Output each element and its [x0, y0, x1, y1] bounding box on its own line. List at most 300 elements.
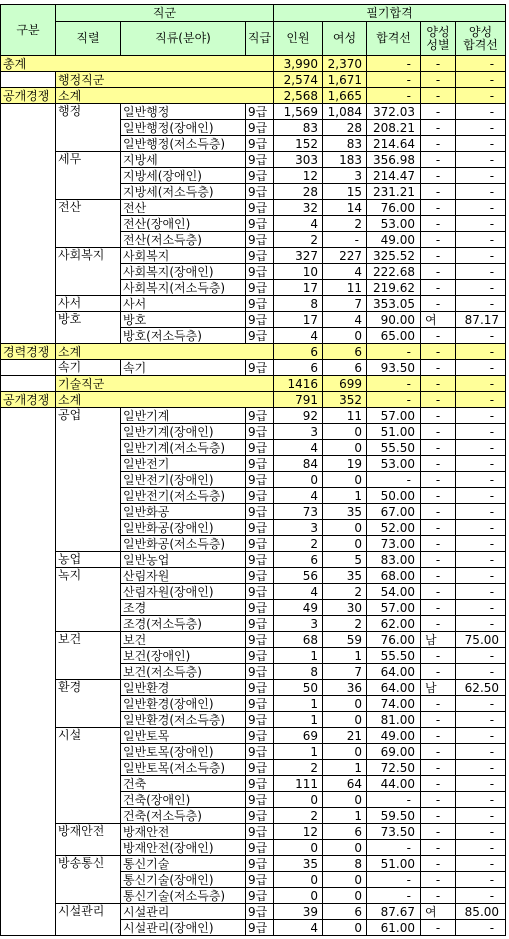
gender-cutoff-cell: - — [456, 600, 506, 616]
table-row — [1, 632, 506, 648]
field-cell: 일반화공(장애인) — [121, 520, 246, 536]
cutoff-cell: 51.00 — [367, 424, 421, 440]
cutoff-cell: 214.64 — [367, 136, 421, 152]
women-cell: 1,665 — [323, 88, 367, 104]
women-cell: 6 — [323, 904, 367, 920]
count-cell: 83 — [274, 120, 323, 136]
cutoff-cell: 44.00 — [367, 776, 421, 792]
count-cell: 84 — [274, 456, 323, 472]
cutoff-cell: 74.00 — [367, 696, 421, 712]
series-cell: 시설 — [56, 728, 121, 824]
women-cell: 352 — [323, 392, 367, 408]
gender-cell: - — [421, 152, 456, 168]
cutoff-cell: 49.00 — [367, 728, 421, 744]
gender-cutoff-cell: - — [456, 760, 506, 776]
gender-cutoff-cell: - — [456, 520, 506, 536]
grade-cell: 9급 — [246, 824, 274, 840]
count-cell: 4 — [274, 488, 323, 504]
series-cell: 행정 — [56, 104, 121, 152]
field-cell: 사회복지(장애인) — [121, 264, 246, 280]
gender-cell: - — [421, 88, 456, 104]
field-cell: 일반환경(저소득층) — [121, 712, 246, 728]
grade-cell: 9급 — [246, 696, 274, 712]
field-cell: 건축(장애인) — [121, 792, 246, 808]
field-cell: 일반화공(저소득층) — [121, 536, 246, 552]
total-label: 총계 — [1, 56, 274, 72]
gender-cutoff-cell: - — [456, 328, 506, 344]
women-cell: 0 — [323, 744, 367, 760]
series-cell: 방재안전 — [56, 824, 121, 856]
table-row — [1, 104, 506, 120]
grade-cell: 9급 — [246, 744, 274, 760]
field-cell: 일반행정 — [121, 104, 246, 120]
header-field: 직류(분야) — [121, 22, 246, 56]
grade-cell: 9급 — [246, 424, 274, 440]
grade-cell: 9급 — [246, 616, 274, 632]
grade-cell: 9급 — [246, 200, 274, 216]
gender-cell: - — [421, 376, 456, 392]
women-cell: 6 — [323, 824, 367, 840]
cutoff-cell: - — [367, 72, 421, 88]
grade-cell: 9급 — [246, 760, 274, 776]
field-cell: 통신기술 — [121, 856, 246, 872]
gender-cutoff-cell: 87.17 — [456, 312, 506, 328]
gender-cell: 여 — [421, 312, 456, 328]
count-cell: 4 — [274, 216, 323, 232]
header-gender-line2: 성별 — [426, 37, 450, 52]
field-cell: 통신기술(저소득층) — [121, 888, 246, 904]
count-cell: 6 — [274, 552, 323, 568]
cutoff-cell: 64.00 — [367, 664, 421, 680]
grade-cell: 9급 — [246, 488, 274, 504]
women-cell: 2 — [323, 584, 367, 600]
field-cell: 방재안전(장애인) — [121, 840, 246, 856]
series-cell: 녹지 — [56, 568, 121, 632]
gender-cell: - — [421, 216, 456, 232]
gender-cutoff-cell: - — [456, 280, 506, 296]
gender-cutoff-cell: - — [456, 792, 506, 808]
gender-cutoff-cell: 85.00 — [456, 904, 506, 920]
table-row — [1, 296, 506, 312]
women-cell: 19 — [323, 456, 367, 472]
header-written-pass: 필기합격 — [274, 5, 506, 22]
grade-cell: 9급 — [246, 904, 274, 920]
women-cell: 30 — [323, 600, 367, 616]
grade-cell: 9급 — [246, 856, 274, 872]
field-cell: 일반전기(장애인) — [121, 472, 246, 488]
gender-cutoff-cell: - — [456, 824, 506, 840]
gender-cutoff-cell: - — [456, 88, 506, 104]
gender-cell: - — [421, 600, 456, 616]
count-cell: 2 — [274, 536, 323, 552]
series-cell: 세무 — [56, 152, 121, 200]
field-cell: 산림자원(장애인) — [121, 584, 246, 600]
gubun-cell — [1, 408, 56, 936]
women-cell: 5 — [323, 552, 367, 568]
job-group-row — [1, 376, 506, 392]
grade-cell: 9급 — [246, 888, 274, 904]
table-row — [1, 552, 506, 568]
field-cell: 건축(저소득층) — [121, 808, 246, 824]
table-row — [1, 568, 506, 584]
gender-cutoff-cell: - — [456, 840, 506, 856]
gender-cell: - — [421, 696, 456, 712]
gender-cutoff-cell: - — [456, 376, 506, 392]
women-cell: 21 — [323, 728, 367, 744]
count-cell: 4 — [274, 440, 323, 456]
subtotal-label: 소계 — [56, 392, 274, 408]
count-cell: 0 — [274, 888, 323, 904]
series-cell: 시설관리 — [56, 904, 121, 936]
grade-cell: 9급 — [246, 712, 274, 728]
grade-cell: 9급 — [246, 184, 274, 200]
field-cell: 사서 — [121, 296, 246, 312]
count-cell: 0 — [274, 792, 323, 808]
gender-cell: - — [421, 232, 456, 248]
count-cell: 152 — [274, 136, 323, 152]
grade-cell: 9급 — [246, 632, 274, 648]
count-cell: 56 — [274, 568, 323, 584]
count-cell: 17 — [274, 312, 323, 328]
field-cell: 보건(장애인) — [121, 648, 246, 664]
count-cell: 69 — [274, 728, 323, 744]
count-cell: 3 — [274, 520, 323, 536]
job-group-row — [1, 72, 506, 88]
gender-cutoff-cell: - — [456, 456, 506, 472]
cutoff-cell: - — [367, 840, 421, 856]
cutoff-cell: 93.50 — [367, 360, 421, 376]
cutoff-cell: 231.21 — [367, 184, 421, 200]
count-cell: 2 — [274, 760, 323, 776]
header-grade: 직급 — [246, 22, 274, 56]
gender-cell: - — [421, 808, 456, 824]
count-cell: 32 — [274, 200, 323, 216]
grade-cell: 9급 — [246, 104, 274, 120]
gender-cell: - — [421, 200, 456, 216]
women-cell: 4 — [323, 312, 367, 328]
field-cell: 일반전기(저소득층) — [121, 488, 246, 504]
cutoff-cell: - — [367, 888, 421, 904]
header-women: 여성 — [323, 22, 367, 56]
cutoff-cell: 62.00 — [367, 616, 421, 632]
cutoff-cell: 53.00 — [367, 456, 421, 472]
cutoff-cell: 72.50 — [367, 760, 421, 776]
cutoff-cell: 222.68 — [367, 264, 421, 280]
field-cell: 지방세(장애인) — [121, 168, 246, 184]
gender-cutoff-cell: - — [456, 424, 506, 440]
women-cell: 227 — [323, 248, 367, 264]
field-cell: 일반농업 — [121, 552, 246, 568]
count-cell: 6 — [274, 344, 323, 360]
grade-cell: 9급 — [246, 552, 274, 568]
gender-cell: - — [421, 360, 456, 376]
grade-cell: 9급 — [246, 776, 274, 792]
gender-cutoff-cell: - — [456, 392, 506, 408]
cutoff-cell: 49.00 — [367, 232, 421, 248]
gender-cell: - — [421, 408, 456, 424]
women-cell: - — [323, 232, 367, 248]
cutoff-cell: 87.67 — [367, 904, 421, 920]
series-cell: 환경 — [56, 680, 121, 728]
count-cell: 39 — [274, 904, 323, 920]
gender-cutoff-cell: - — [456, 888, 506, 904]
gender-cutoff-cell: - — [456, 200, 506, 216]
gender-cutoff-cell: - — [456, 264, 506, 280]
count-cell: 111 — [274, 776, 323, 792]
count-cell: 3 — [274, 424, 323, 440]
cutoff-cell: - — [367, 376, 421, 392]
gender-cell: - — [421, 328, 456, 344]
women-cell: 59 — [323, 632, 367, 648]
field-cell: 전산 — [121, 200, 246, 216]
header-gender-cutoff-line1: 양성 — [468, 24, 493, 39]
field-cell: 일반기계(저소득층) — [121, 440, 246, 456]
women-cell: 7 — [323, 296, 367, 312]
count-cell: 0 — [274, 840, 323, 856]
cutoff-cell: 64.00 — [367, 680, 421, 696]
cutoff-cell: 76.00 — [367, 200, 421, 216]
count-cell: 68 — [274, 632, 323, 648]
gender-cell: - — [421, 568, 456, 584]
women-cell: 1,671 — [323, 72, 367, 88]
field-cell: 일반기계 — [121, 408, 246, 424]
women-cell: 14 — [323, 200, 367, 216]
table-row — [1, 680, 506, 696]
field-cell: 시설관리 — [121, 904, 246, 920]
job-group-label: 행정직군 — [56, 72, 274, 88]
cutoff-cell: - — [367, 344, 421, 360]
women-cell: 3 — [323, 168, 367, 184]
gender-cell: - — [421, 72, 456, 88]
field-cell: 방재안전 — [121, 824, 246, 840]
cutoff-cell: 57.00 — [367, 600, 421, 616]
header-row-columns — [1, 22, 506, 56]
count-cell: 2,574 — [274, 72, 323, 88]
gender-cutoff-cell: - — [456, 168, 506, 184]
count-cell: 2 — [274, 232, 323, 248]
gender-cell: - — [421, 776, 456, 792]
gender-cell: - — [421, 472, 456, 488]
count-cell: 2,568 — [274, 88, 323, 104]
table-row — [1, 312, 506, 328]
gender-cutoff-cell: - — [456, 776, 506, 792]
cutoff-cell: 67.00 — [367, 504, 421, 520]
field-cell: 지방세 — [121, 152, 246, 168]
cutoff-cell: 65.00 — [367, 328, 421, 344]
women-cell: 1 — [323, 488, 367, 504]
grade-cell: 9급 — [246, 216, 274, 232]
women-cell: 0 — [323, 792, 367, 808]
gender-cutoff-cell: - — [456, 344, 506, 360]
gubun-cell: 공개경쟁 — [1, 88, 56, 104]
gubun-cell: 경력경쟁 — [1, 344, 56, 360]
header-series: 직렬 — [56, 22, 121, 56]
gender-cutoff-cell: - — [456, 504, 506, 520]
gender-cell: - — [421, 440, 456, 456]
grade-cell: 9급 — [246, 568, 274, 584]
gender-cell: 남 — [421, 680, 456, 696]
subtotal-row — [1, 344, 506, 360]
gender-cell: - — [421, 520, 456, 536]
cutoff-cell: 73.00 — [367, 536, 421, 552]
field-cell: 일반토목(장애인) — [121, 744, 246, 760]
gender-cutoff-cell: 62.50 — [456, 680, 506, 696]
count-cell: 4 — [274, 584, 323, 600]
gender-cell: - — [421, 664, 456, 680]
grade-cell: 9급 — [246, 136, 274, 152]
gender-cutoff-cell: - — [456, 472, 506, 488]
gubun-cell — [1, 360, 56, 376]
women-cell: 36 — [323, 680, 367, 696]
field-cell: 건축 — [121, 776, 246, 792]
count-cell: 35 — [274, 856, 323, 872]
grade-cell: 9급 — [246, 280, 274, 296]
women-cell: 28 — [323, 120, 367, 136]
gender-cutoff-cell: - — [456, 712, 506, 728]
series-cell: 사서 — [56, 296, 121, 312]
count-cell: 327 — [274, 248, 323, 264]
count-cell: 4 — [274, 328, 323, 344]
grade-cell: 9급 — [246, 168, 274, 184]
cutoff-cell: 69.00 — [367, 744, 421, 760]
series-cell: 방송통신 — [56, 856, 121, 904]
series-cell: 전산 — [56, 200, 121, 248]
gender-cell: - — [421, 824, 456, 840]
women-cell: 2 — [323, 616, 367, 632]
count-cell: 92 — [274, 408, 323, 424]
gender-cell: - — [421, 584, 456, 600]
gender-cell: - — [421, 248, 456, 264]
subtotal-label: 소계 — [56, 88, 274, 104]
header-gender-cutoff-line2: 합격선 — [463, 37, 498, 52]
gender-cutoff-cell: - — [456, 856, 506, 872]
gender-cell: - — [421, 296, 456, 312]
field-cell: 방호(저소득층) — [121, 328, 246, 344]
count-cell: 791 — [274, 392, 323, 408]
gender-cell: - — [421, 392, 456, 408]
grade-cell: 9급 — [246, 920, 274, 936]
grade-cell: 9급 — [246, 408, 274, 424]
women-cell: 0 — [323, 888, 367, 904]
count-cell: 1,569 — [274, 104, 323, 120]
gender-cell: - — [421, 264, 456, 280]
gender-cutoff-cell: - — [456, 248, 506, 264]
women-cell: 0 — [323, 520, 367, 536]
grade-cell: 9급 — [246, 152, 274, 168]
grade-cell: 9급 — [246, 808, 274, 824]
cutoff-cell: 208.21 — [367, 120, 421, 136]
field-cell: 통신기술(장애인) — [121, 872, 246, 888]
women-cell: 7 — [323, 664, 367, 680]
field-cell: 일반기계(장애인) — [121, 424, 246, 440]
gender-cutoff-cell: - — [456, 872, 506, 888]
table-row — [1, 408, 506, 424]
field-cell: 전산(저소득층) — [121, 232, 246, 248]
count-cell: 1 — [274, 696, 323, 712]
count-cell: 1 — [274, 712, 323, 728]
field-cell: 조경(저소득층) — [121, 616, 246, 632]
women-cell: 0 — [323, 872, 367, 888]
field-cell: 보건 — [121, 632, 246, 648]
women-cell: 1 — [323, 760, 367, 776]
cutoff-cell: 52.00 — [367, 520, 421, 536]
women-cell: 0 — [323, 696, 367, 712]
women-cell: 183 — [323, 152, 367, 168]
count-cell: 3 — [274, 616, 323, 632]
grade-cell: 9급 — [246, 472, 274, 488]
gender-cutoff-cell: - — [456, 56, 506, 72]
count-cell: 6 — [274, 360, 323, 376]
table-header — [1, 5, 506, 56]
gender-cell: - — [421, 168, 456, 184]
cutoff-cell: 53.00 — [367, 216, 421, 232]
grade-cell: 9급 — [246, 120, 274, 136]
count-cell: 1 — [274, 744, 323, 760]
gender-cutoff-cell: - — [456, 232, 506, 248]
header-cutoff: 합격선 — [367, 22, 421, 56]
gender-cutoff-cell: - — [456, 296, 506, 312]
gender-cell: - — [421, 280, 456, 296]
count-cell: 0 — [274, 472, 323, 488]
women-cell: 35 — [323, 568, 367, 584]
field-cell: 일반환경 — [121, 680, 246, 696]
grade-cell: 9급 — [246, 232, 274, 248]
gender-cell: - — [421, 56, 456, 72]
table-row — [1, 200, 506, 216]
cutoff-cell: 68.00 — [367, 568, 421, 584]
subtotal-label: 소계 — [56, 344, 274, 360]
field-cell: 일반행정(저소득층) — [121, 136, 246, 152]
women-cell: 64 — [323, 776, 367, 792]
women-cell: 8 — [323, 856, 367, 872]
grade-cell: 9급 — [246, 872, 274, 888]
field-cell: 조경 — [121, 600, 246, 616]
gender-cutoff-cell: - — [456, 152, 506, 168]
count-cell: 4 — [274, 920, 323, 936]
cutoff-cell: 55.50 — [367, 440, 421, 456]
grade-cell: 9급 — [246, 456, 274, 472]
series-cell: 속기 — [56, 360, 121, 376]
count-cell: 73 — [274, 504, 323, 520]
count-cell: 0 — [274, 872, 323, 888]
grade-cell: 9급 — [246, 248, 274, 264]
gender-cutoff-cell: - — [456, 808, 506, 824]
gender-cutoff-cell: - — [456, 216, 506, 232]
gender-cell: - — [421, 488, 456, 504]
cutoff-cell: - — [367, 88, 421, 104]
grade-cell: 9급 — [246, 360, 274, 376]
series-cell: 공업 — [56, 408, 121, 552]
women-cell: 11 — [323, 280, 367, 296]
count-cell: 1 — [274, 648, 323, 664]
gender-cutoff-cell: - — [456, 104, 506, 120]
gender-cutoff-cell: - — [456, 72, 506, 88]
gender-cell: - — [421, 888, 456, 904]
header-gender-line1: 양성 — [426, 24, 450, 39]
count-cell: 12 — [274, 168, 323, 184]
gender-cell: - — [421, 728, 456, 744]
grade-cell: 9급 — [246, 792, 274, 808]
women-cell: 0 — [323, 424, 367, 440]
count-cell: 8 — [274, 664, 323, 680]
cutoff-cell: 219.62 — [367, 280, 421, 296]
women-cell: 1 — [323, 808, 367, 824]
count-cell: 49 — [274, 600, 323, 616]
grade-cell: 9급 — [246, 840, 274, 856]
grade-cell: 9급 — [246, 296, 274, 312]
women-cell: 2,370 — [323, 56, 367, 72]
gender-cell: - — [421, 616, 456, 632]
